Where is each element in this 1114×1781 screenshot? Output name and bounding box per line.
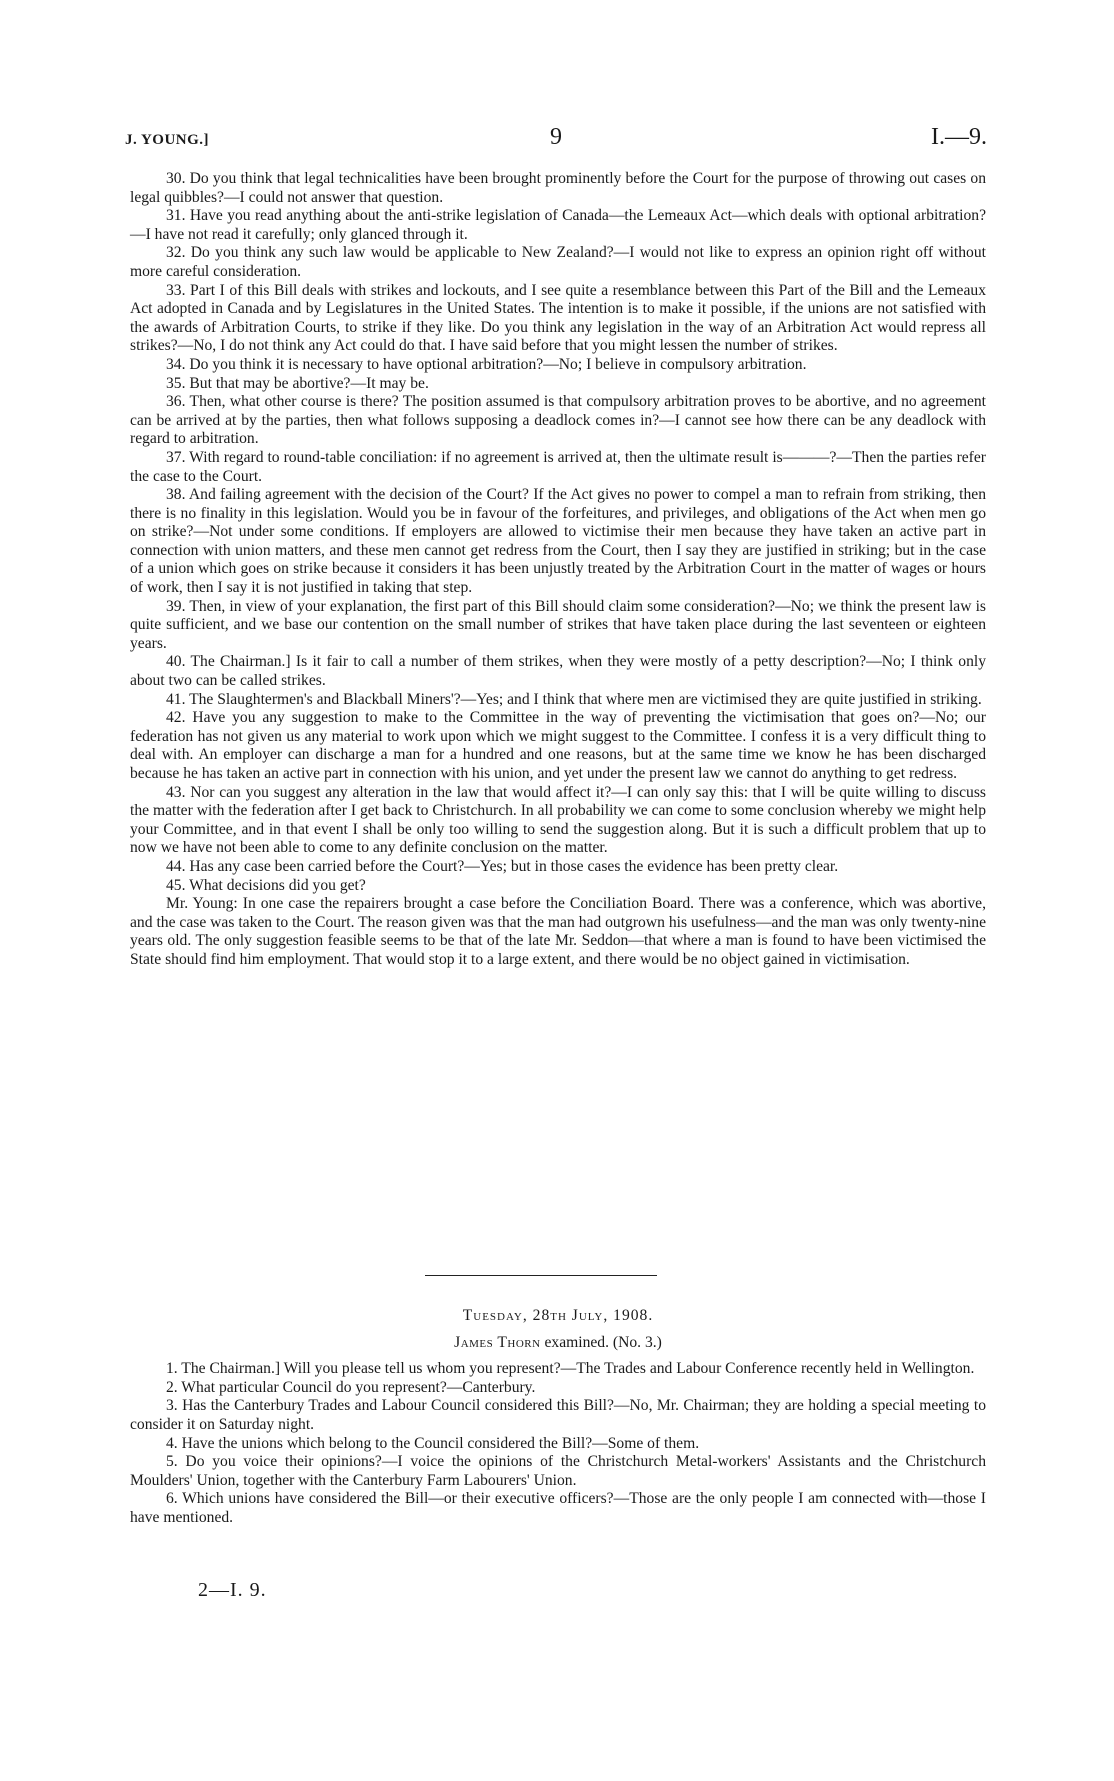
question-31: 31. Have you read anything about the anti-strike legislation of Canada—the Lemeaux Act—which deals with optional arbitration?—I have not read it carefully; only glanced through it. [130, 207, 986, 243]
question-33: 33. Part I of this Bill deals with strikes and lockouts, and I see quite a resemblance between this Part of the Bill and the Lemeaux Act adopted in Canada and by Legislatures in the United States. The intention is to make it possible, if the unions are not satisfied with the awards of Arbitration Courts, to strike if they like. Do you think any legislation in the way of an Arbitration Act would repress all strikes?—No, I do not think any Act could do that. I have said before that you might lessen the number of strikes. [130, 281, 986, 355]
header-witness-name: J. YOUNG.] [125, 132, 210, 148]
thorn-question-2: 2. What particular Council do you represent?—Canterbury. [166, 1378, 536, 1396]
thorn-question-5: 5. Do you voice their opinions?—I voice the opinions of the Christchurch Metal-workers' Assistants and the Christchurch Moulders' Union, together with the Canterbury Farm Labourers' Union. [130, 1453, 986, 1489]
question-34: 34. Do you think it is necessary to have optional arbitration?—No; I believe in compulsory arbitration. [166, 355, 807, 373]
witness-examined-label: examined. (No. 3.) [540, 1333, 662, 1351]
question-38: 38. And failing agreement with the decision of the Court? If the Act gives no power to compel a man to refrain from striking, then there is no finality in this legislation. Would you be in favour of the forfeitures, and privileges, and obligations of the Act when men go on strike?—Not under some conditions. If employers are allowed to victimise their men because they have taken an active part in connection with union matters, and these men cannot get redress from the Court, then I say they are justified in striking; but in the case of a union which goes on strike because it considers it has been unjustly treated by the Arbitration Court in the matter of wages or hours of work, then I say it is not justified in taking that step. [130, 486, 986, 597]
page-header [125, 120, 987, 154]
printer-signature-mark: 2—I. 9. [198, 1579, 267, 1601]
question-30: 30. Do you think that legal technicalities have been brought prominently before the Court for the purpose of throwing out cases on legal quibbles?—I could not answer that question. [130, 170, 986, 206]
question-40: 40. The Chairman.] Is it fair to call a number of them strikes, when they were mostly of a petty description?—No; I think only about two can be called strikes. [130, 653, 986, 690]
question-43: 43. Nor can you suggest any alteration in the law that would affect it?—I can only say this: that I will be quite willing to discuss the matter with the federation after I get back to Christchurch. In all probability we can come to some conclusion whereby we might help your Committee, and in that event I shall be only too willing to send the suggestion along. But it is such a difficult problem that up to now we have not been able to come to any definite conclusion on the matter. [130, 783, 986, 857]
question-44: 44. Has any case been carried before the Court?—Yes; but in those cases the evidence has been pretty clear. [166, 857, 839, 875]
sitting-date: Tuesday, 28th July, 1908. [462, 1307, 654, 1324]
witness-name: James Thorn [454, 1333, 541, 1351]
question-41: 41. The Slaughtermen's and Blackball Miners'?—Yes; and I think that where men are victimised they are quite justified in striking. [166, 690, 982, 708]
question-42: 42. Have you any suggestion to make to the Committee in the way of preventing the victimisation that goes on?—No; our federation has not given us any material to work upon which we might suggest to the Committee. I confess it is a very difficult thing to deal with. An employer can discharge a man for a hundred and one reasons, but at the same time we know he has been discharged because he has taken an active part in connection with his union, and yet under the present law we cannot do anything to get redress. [130, 709, 986, 782]
new-sitting-section [130, 1307, 986, 1528]
question-37: 37. With regard to round-table conciliation: if no agreement is arrived at, then the ultimate result is———?—Then the parties refer the case to the Court. [130, 448, 986, 485]
thorn-question-4: 4. Have the unions which belong to the Council considered the Bill?—Some of them. [166, 1434, 700, 1452]
thorn-question-1: 1. The Chairman.] Will you please tell us whom you represent?—The Trades and Labour Conference recently held in Wellington. [166, 1360, 975, 1378]
page-number: 9 [550, 124, 562, 150]
thorn-question-6: 6. Which unions have considered the Bill—or their executive officers?—Those are the only people I am connected with—those I have mentioned. [130, 1490, 986, 1526]
question-35: 35. But that may be abortive?—It may be. [166, 374, 429, 392]
minutes-of-evidence [130, 170, 986, 970]
question-39: 39. Then, in view of your explanation, the first part of this Bill should claim some consideration?—No; we think the present law is quite sufficient, and we base our contention on the small number of strikes that have taken place during the last seventeen or eighteen years. [130, 597, 986, 652]
witness-heading [130, 1334, 986, 1353]
question-36: 36. Then, what other course is there? The position assumed is that compulsory arbitration proves to be abortive, and no agreement can be arrived at by the parties, then what follows supposing a deadlock comes in?—I cannot see how there can be any deadlock with regard to arbitration. [130, 393, 986, 448]
question-45: 45. What decisions did you get? [166, 876, 366, 894]
section-divider [425, 1275, 657, 1276]
question-32: 32. Do you think any such law would be applicable to New Zealand?—I would not like to express an opinion right off without more careful consideration. [130, 244, 986, 280]
statement-mr-young: Mr. Young: In one case the repairers brought a case before the Conciliation Board. There was a conference, which was abortive, and the case was taken to the Court. The reason given was that the man had outgrown his usefulness—and the man was only twenty-nine years old. The only suggestion feasible seems to be that of the late Mr. Seddon—that where a man is found to have been victimised the State should find him employment. That would stop it to a large extent, and there would be no object gained in victimisation. [130, 895, 986, 968]
thorn-question-3: 3. Has the Canterbury Trades and Labour Council considered this Bill?—No, Mr. Chairman; they are holding a special meeting to consider it on Saturday night. [130, 1397, 986, 1433]
paper-reference: I.—9. [931, 124, 987, 150]
